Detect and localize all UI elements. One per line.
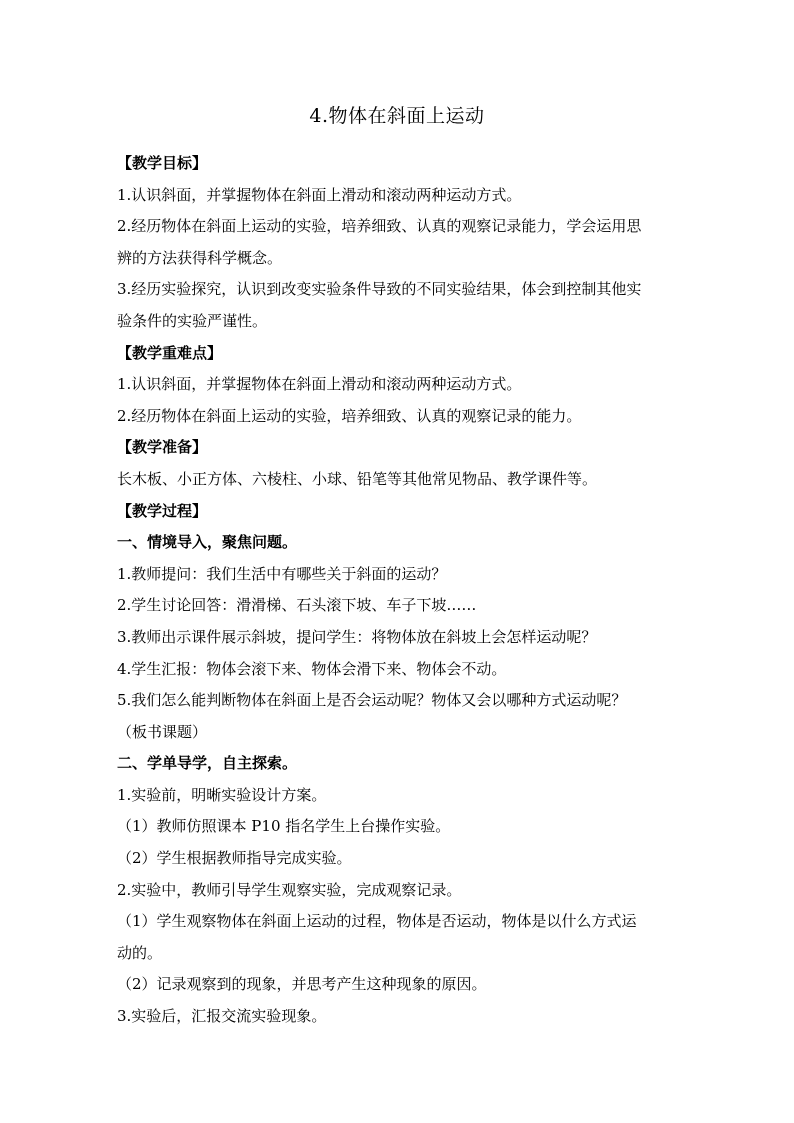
body-line: 3.教师出示课件展示斜坡，提问学生：将物体放在斜坡上会怎样运动呢？	[117, 627, 597, 646]
section-heading: 一、情境导入，聚焦问题。	[117, 533, 298, 552]
body-line: 验条件的实验严谨性。	[117, 311, 268, 330]
body-line: 4.学生汇报：物体会滚下来、物体会滑下来、物体会不动。	[117, 659, 507, 678]
body-line: 2.学生讨论回答：滑滑梯、石头滚下坡、车子下坡……	[117, 596, 477, 615]
body-line: 2.经历物体在斜面上运动的实验，培养细致、认真的观察记录的能力。	[117, 406, 582, 425]
document-body	[117, 148, 682, 1033]
body-line: 5.我们怎么能判断物体在斜面上是否会运动呢？物体又会以哪种方式运动呢？	[117, 691, 627, 710]
section-heading: 【教学目标】	[117, 154, 208, 172]
body-line: （1）学生观察物体在斜面上运动的过程，物体是否运动，物体是以什么方式运	[117, 912, 637, 931]
body-line: 1.实验前，明晰实验设计方案。	[117, 785, 327, 804]
section-heading: 【教学过程】	[117, 501, 208, 520]
body-line: 1.认识斜面，并掌握物体在斜面上滑动和滚动两种运动方式。	[117, 375, 522, 394]
body-line: （2）记录观察到的现象，并思考产生这种现象的原因。	[117, 975, 487, 994]
document-title: 4.物体在斜面上运动	[309, 105, 485, 127]
section-heading: 【教学准备】	[117, 438, 208, 457]
section-heading: 【教学重难点】	[117, 343, 223, 362]
body-line: （1）教师仿照课本 P10 指名学生上台操作实验。	[117, 817, 451, 836]
body-line: 辨的方法获得科学概念。	[117, 248, 283, 267]
body-line: 1.认识斜面，并掌握物体在斜面上滑动和滚动两种运动方式。	[117, 185, 522, 204]
body-line: 3.实验后，汇报交流实验现象。	[117, 1007, 327, 1026]
body-line: 1.教师提问：我们生活中有哪些关于斜面的运动？	[117, 564, 447, 583]
section-heading: 二、学单导学，自主探索。	[117, 754, 298, 773]
body-line: 2.经历物体在斜面上运动的实验，培养细致、认真的观察记录能力，学会运用思	[117, 217, 642, 236]
body-line: （2）学生根据教师指导完成实验。	[117, 849, 352, 868]
body-line: 动的。	[117, 943, 163, 962]
body-line: 长木板、小正方体、六棱柱、小球、铅笔等其他常见物品、教学课件等。	[117, 469, 598, 488]
body-line: （板书课题）	[117, 722, 208, 741]
body-line: 2.实验中，教师引导学生观察实验，完成观察记录。	[117, 880, 462, 899]
body-line: 3.经历实验探究，认识到改变实验条件导致的不同实验结果，体会到控制其他实	[117, 280, 642, 299]
